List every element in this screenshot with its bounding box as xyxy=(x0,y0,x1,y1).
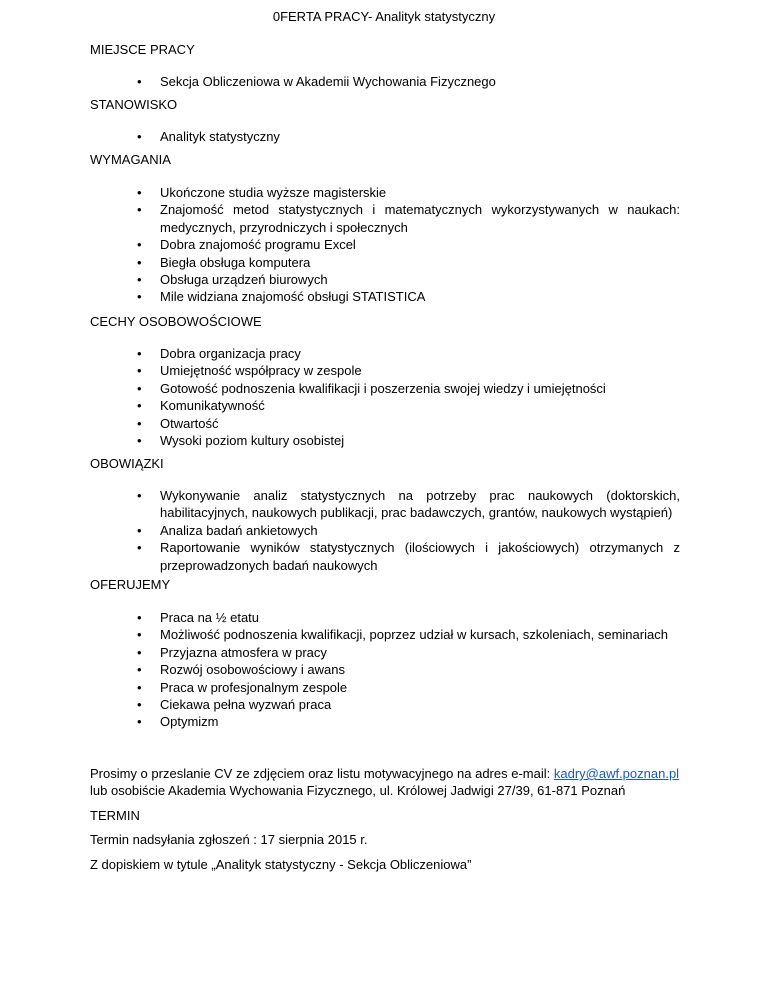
list-item: • Ukończone studia wyższe magisterskie xyxy=(90,184,680,201)
list-item: • Sekcja Obliczeniowa w Akademii Wychowania Fizycznego xyxy=(90,73,680,90)
list-item: • Komunikatywność xyxy=(90,397,680,414)
list-item: • Możliwość podnoszenia kwalifikacji, poprzez udział w kursach, szkoleniach, seminariach xyxy=(90,626,680,643)
list-item: • Gotowość podnoszenia kwalifikacji i poszerzenia swojej wiedzy i umiejętności xyxy=(90,380,680,397)
list-item: • Analiza badań ankietowych xyxy=(90,522,680,539)
deadline-text: Termin nadsyłania zgłoszeń : 17 sierpnia 2015 r. xyxy=(90,832,368,847)
list-item: • Rozwój osobowościowy i awans xyxy=(90,661,680,678)
contact-text: Prosimy o przeslanie CV ze zdjęciem oraz listu motywacyjnego na adres e-mail: xyxy=(90,766,554,781)
section-heading: OFERUJEMY xyxy=(90,577,171,592)
section-oferujemy xyxy=(90,576,680,731)
section-heading: OBOWIĄZKI xyxy=(90,456,164,471)
section-obowiazki xyxy=(90,455,680,574)
email-link[interactable]: kadry@awf.poznan.pl xyxy=(553,766,680,781)
list-item: • Optymizm xyxy=(90,713,680,730)
list-item: • Mile widziana znajomość obsługi STATISTICA xyxy=(90,288,680,305)
bullet-list xyxy=(90,73,680,90)
list-item: • Analityk statystyczny xyxy=(90,128,680,145)
list-item: • Umiejętność współpracy w zespole xyxy=(90,362,680,379)
list-item: • Praca w profesjonalnym zespole xyxy=(90,679,680,696)
list-item: • Dobra organizacja pracy xyxy=(90,345,680,362)
list-item: • Przyjazna atmosfera w pracy xyxy=(90,644,680,661)
bullet-list xyxy=(90,184,680,306)
bullet-list xyxy=(90,128,680,145)
bullet-list xyxy=(90,487,680,574)
section-heading: WYMAGANIA xyxy=(90,152,171,167)
bullet-list xyxy=(90,609,680,731)
list-item: • Praca na ½ etatu xyxy=(90,609,680,626)
bullet-list xyxy=(90,345,680,449)
contact-address: lub osobiście Akademia Wychowania Fizycznego, ul. Królowej Jadwigi 27/39, 61-871 Poznań xyxy=(90,783,626,799)
section-wymagania xyxy=(90,151,680,306)
list-item: • Dobra znajomość programu Excel xyxy=(90,236,680,253)
section-stanowisko xyxy=(90,96,680,145)
section-heading: CECHY OSOBOWOŚCIOWE xyxy=(90,314,262,329)
list-item: • Raportowanie wyników statystycznych (ilościowych i jakościowych) otrzymanych z przeprowadzonych badań naukowych xyxy=(90,539,680,574)
list-item: • Obsługa urządzeń biurowych xyxy=(90,271,680,288)
title-note: Z dopiskiem w tytule „Analityk statystyczny - Sekcja Obliczeniowa” xyxy=(90,857,472,872)
list-item: • Ciekawa pełna wyzwań praca xyxy=(90,696,680,713)
list-item: • Znajomość metod statystycznych i matematycznych wykorzystywanych w naukach: medycznych, przyrodniczych i społecznych xyxy=(90,201,680,236)
contact-paragraph xyxy=(90,765,690,800)
section-heading: STANOWISKO xyxy=(90,97,178,112)
list-item: • Wykonywanie analiz statystycznych na potrzeby prac naukowych (doktorskich, habilitacyjnych, naukowych publikacji, prac badawczych, grantów, naukowych wystąpień) xyxy=(90,487,680,522)
section-heading: MIEJSCE PRACY xyxy=(90,42,195,57)
section-cechy-osobowosciowe xyxy=(90,313,680,449)
list-item: • Biegła obsługa komputera xyxy=(90,254,680,271)
list-item: • Wysoki poziom kultury osobistej xyxy=(90,432,680,449)
section-miejsce-pracy xyxy=(90,41,680,90)
list-item: • Otwartość xyxy=(90,415,680,432)
termin-heading: TERMIN xyxy=(90,808,140,823)
page-title: 0FERTA PRACY- Analityk statystyczny xyxy=(272,9,496,24)
